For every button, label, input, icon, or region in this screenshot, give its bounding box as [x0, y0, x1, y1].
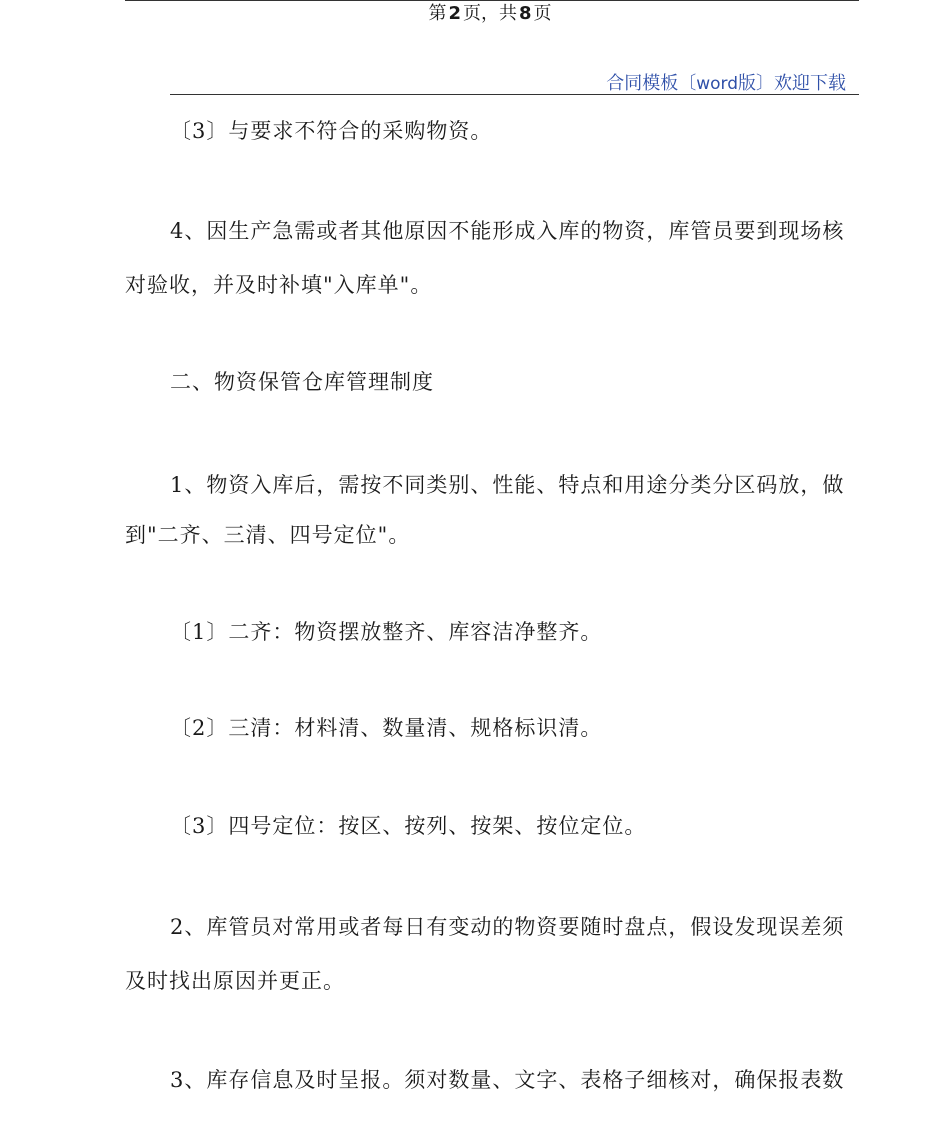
page-number [0, 3, 950, 25]
header-label-part-b: 版〕欢迎下载 [738, 73, 846, 94]
body-line: 〔3〕四号定位：按区、按列、按架、按位定位。 [170, 814, 647, 838]
page-number-suffix: 页 [533, 3, 552, 24]
page-number-prefix: 第 [428, 3, 447, 24]
document-header-label [606, 73, 846, 95]
body-line: 对验收，并及时补填"入库单"。 [125, 273, 433, 297]
body-line: 到"二齐、三清、四号定位"。 [125, 523, 411, 547]
top-rule [125, 0, 859, 1]
body-line: 及时找出原因并更正。 [125, 969, 345, 993]
body-line: 〔3〕与要求不符合的采购物资。 [170, 119, 493, 143]
body-line: 〔1〕二齐：物资摆放整齐、库容洁净整齐。 [170, 620, 603, 644]
page-number-middle: 页，共 [463, 3, 517, 24]
header-label-word: word [696, 74, 738, 94]
body-line: 〔2〕三清：材料清、数量清、规格标识清。 [170, 716, 603, 740]
page-current: 2 [448, 3, 461, 24]
body-line: 3、库存信息及时呈报。须对数量、文字、表格子细核对，确保报表数 [170, 1068, 845, 1092]
header-label-part-a: 合同模板〔 [606, 73, 697, 94]
body-line: 1、物资入库后，需按不同类别、性能、特点和用途分类分区码放，做 [170, 473, 845, 497]
header-rule [170, 94, 859, 95]
body-line: 4、因生产急需或者其他原因不能形成入库的物资，库管员要到现场核 [170, 219, 845, 243]
body-line: 2、库管员对常用或者每日有变动的物资要随时盘点，假设发现误差须 [170, 915, 845, 939]
page-total: 8 [519, 3, 532, 24]
section-heading: 二、物资保管仓库管理制度 [170, 370, 434, 394]
